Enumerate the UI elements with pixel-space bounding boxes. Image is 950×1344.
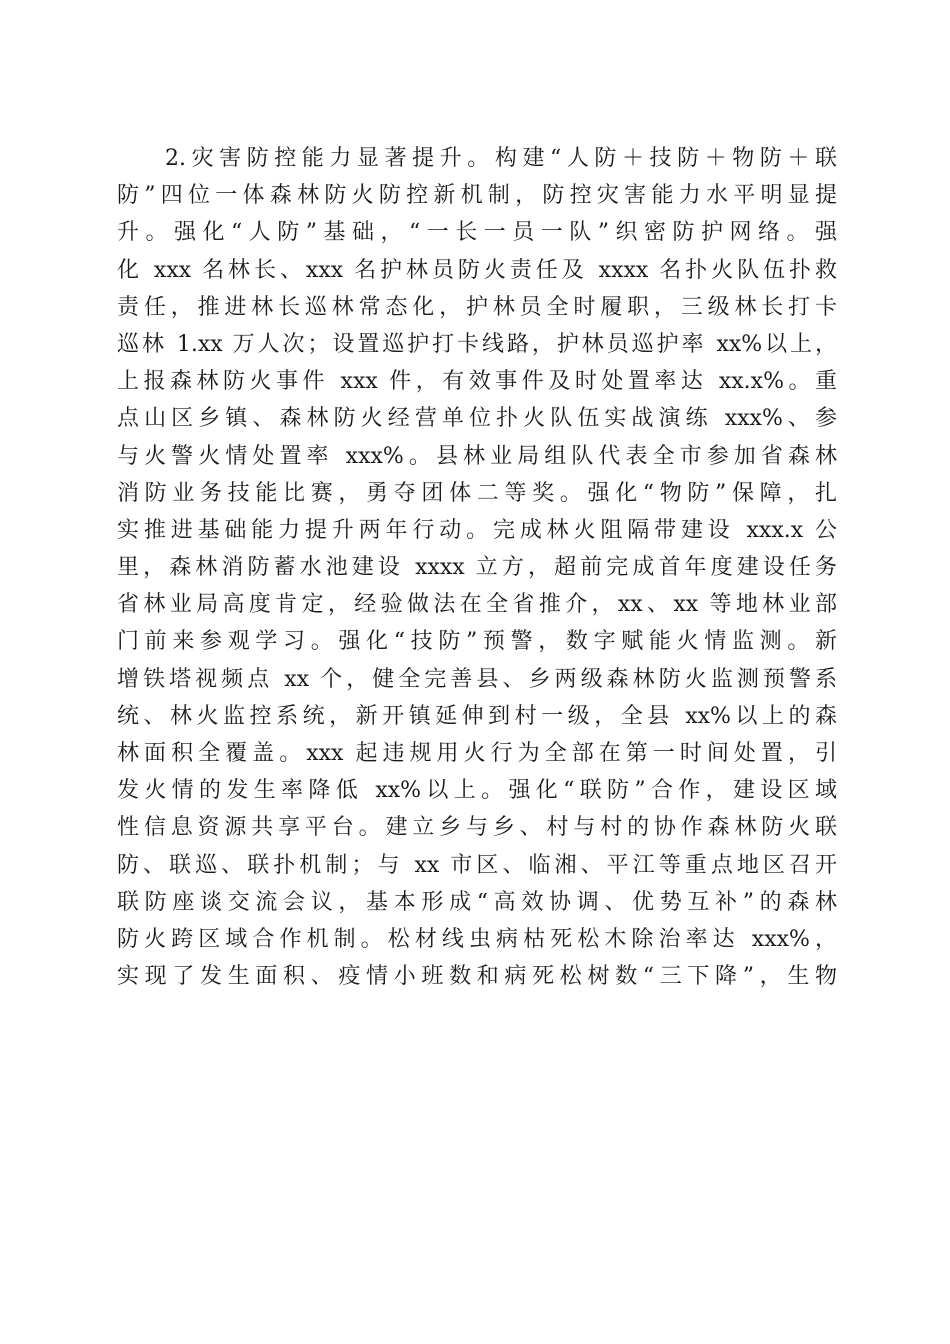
paragraph-line-1: 2.灾害防控能力显著提升。构建“人防＋技防＋物防＋联 [165, 146, 837, 171]
paragraph-line-12: 里，森林消防蓄水池建设 xxxx 立方，超前完成首年度建设任务 [117, 555, 837, 581]
paragraph-line-11: 实推进基础能力提升两年行动。完成林火阻隔带建设 xxx.x 公 [117, 517, 837, 543]
paragraph-line-6: 巡林 1.xx 万人次；设置巡护打卡线路，护林员巡护率 xx%以上， [117, 331, 837, 357]
paragraph-line-7: 上报森林防火事件 xxx 件，有效事件及时处置率达 xx.x%。重 [117, 369, 837, 395]
paragraph-line-19: 性信息资源共享平台。建立乡与乡、村与村的协作森林防火联 [117, 815, 837, 841]
paragraph-line-21: 联防座谈交流会议，基本形成“高效协调、优势互补”的森林 [117, 889, 837, 915]
paragraph-line-8: 点山区乡镇、森林防火经营单位扑火队伍实战演练 xxx%、参 [117, 406, 837, 432]
paragraph-line-20: 防、联巡、联扑机制；与 xx 市区、临湘、平江等重点地区召开 [117, 852, 837, 878]
paragraph-line-18: 发火情的发生率降低 xx%以上。强化“联防”合作，建设区域 [117, 778, 837, 804]
paragraph-line-10: 消防业务技能比赛，勇夺团体二等奖。强化“物防”保障，扎 [117, 480, 837, 506]
body-paragraph [117, 140, 837, 995]
paragraph-line-15: 增铁塔视频点 xx 个，健全完善县、乡两级森林防火监测预警系 [117, 666, 837, 692]
paragraph-line-16: 统、林火监控系统，新开镇延伸到村一级，全县 xx%以上的森 [117, 703, 837, 729]
paragraph-line-4: 化 xxx 名林长、xxx 名护林员防火责任及 xxxx 名扑火队伍扑救 [117, 257, 837, 283]
paragraph-line-14: 门前来参观学习。强化“技防”预警，数字赋能火情监测。新 [117, 629, 837, 655]
paragraph-line-5: 责任，推进林长巡林常态化，护林员全时履职，三级林长打卡 [117, 294, 837, 320]
paragraph-line-23: 实现了发生面积、疫情小班数和病死松树数“三下降”，生物 [117, 964, 837, 990]
paragraph-line-2: 防”四位一体森林防火防控新机制，防控灾害能力水平明显提 [117, 183, 837, 209]
paragraph-line-9: 与火警火情处置率 xxx%。县林业局组队代表全市参加省森林 [117, 443, 837, 469]
paragraph-line-17: 林面积全覆盖。xxx 起违规用火行为全部在第一时间处置，引 [117, 741, 837, 766]
paragraph-line-13: 省林业局高度肯定，经验做法在全省推介，xx、xx 等地林业部 [117, 592, 837, 618]
paragraph-line-3: 升。强化“人防”基础，“一长一员一队”织密防护网络。强 [117, 220, 837, 246]
paragraph-line-22: 防火跨区域合作机制。松材线虫病枯死松木除治率达 xxx%， [117, 926, 837, 952]
